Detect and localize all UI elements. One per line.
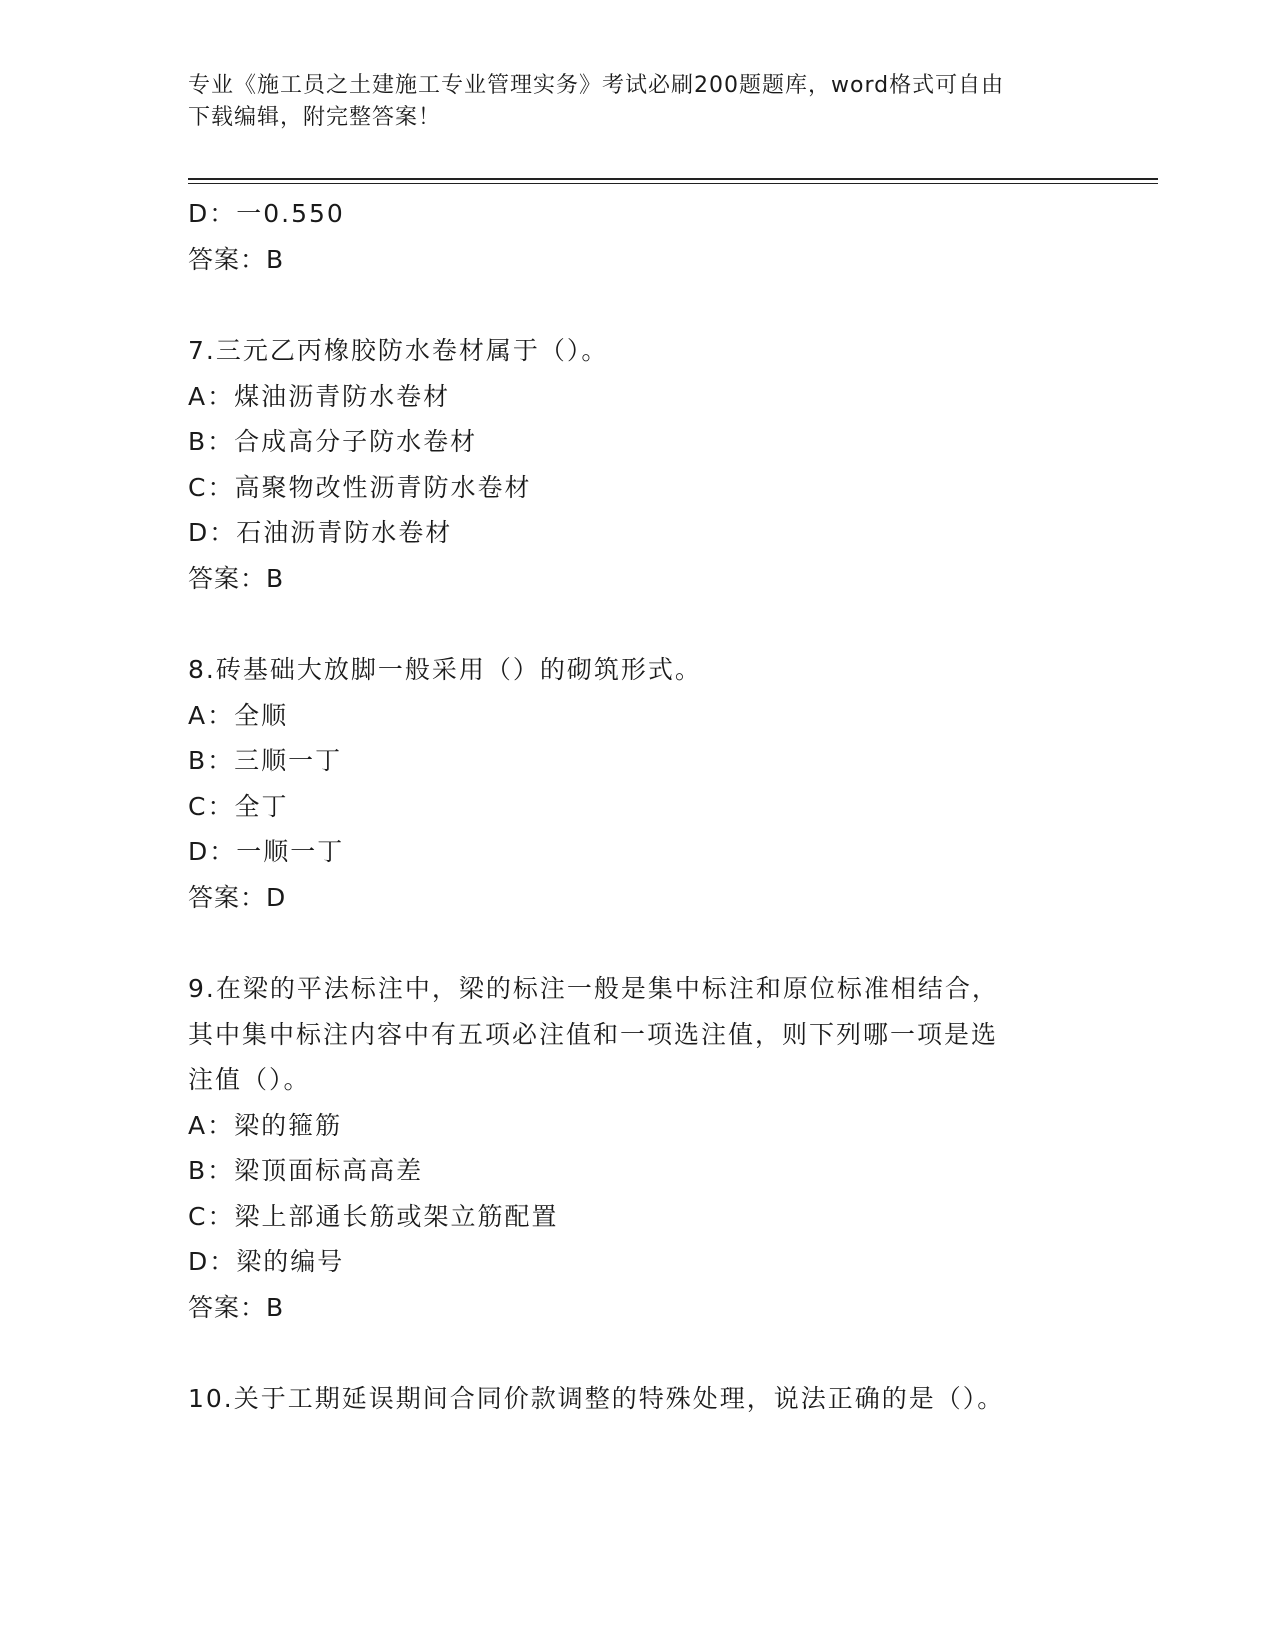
option-b: B：梁顶面标高高差 (188, 1156, 424, 1185)
question-7 (188, 328, 1108, 601)
question-stem-line-3: 注值（）。 (188, 1065, 311, 1094)
option-a: A：梁的箍筋 (188, 1110, 343, 1140)
option-c: C：高聚物改性沥青防水卷材 (188, 472, 532, 502)
question-stem: 7.三元乙丙橡胶防水卷材属于（）。 (188, 336, 609, 365)
question-stem: 8.砖基础大放脚一般采用（）的砌筑形式。 (188, 655, 702, 684)
option-c: C：梁上部通长筋或架立筋配置 (188, 1201, 559, 1231)
answer: 答案：D (188, 882, 287, 912)
question-8 (188, 647, 1108, 920)
header-rule-thick (188, 178, 1158, 180)
header-line-1: 专业《施工员之土建施工专业管理实务》考试必刷200题题库，word格式可自由 (188, 73, 1005, 98)
option-d: D：石油沥青防水卷材 (188, 518, 453, 547)
answer: 答案：B (188, 563, 285, 593)
question-stem-line-1: 9.在梁的平法标注中，梁的标注一般是集中标注和原位标准相结合， (188, 974, 999, 1003)
spacer (188, 1330, 1108, 1376)
page-header (188, 70, 1088, 134)
option-d: D：一0.550 (188, 199, 345, 228)
header-line-2: 下载编辑，附完整答案！ (188, 105, 442, 130)
option-b: B：三顺一丁 (188, 746, 343, 775)
option-d: D：一顺一丁 (188, 837, 345, 866)
question-10 (188, 1376, 1108, 1422)
option-d: D：梁的编号 (188, 1247, 345, 1276)
question-9 (188, 966, 1108, 1330)
option-a: A：全顺 (188, 700, 289, 730)
option-b: B：合成高分子防水卷材 (188, 427, 478, 456)
question-content (188, 191, 1108, 1422)
question-stem-line-2: 其中集中标注内容中有五项必注值和一项选注值，则下列哪一项是选 (188, 1019, 999, 1049)
question-stem: 10.关于工期延误期间合同价款调整的特殊处理，说法正确的是（）。 (188, 1384, 1005, 1413)
option-c: C：全丁 (188, 791, 289, 821)
spacer (188, 282, 1108, 328)
answer: 答案：B (188, 1292, 285, 1322)
spacer (188, 920, 1108, 966)
answer: 答案：B (188, 244, 285, 274)
header-rule-thin (188, 183, 1158, 184)
spacer (188, 601, 1108, 647)
option-a: A：煤油沥青防水卷材 (188, 381, 451, 411)
